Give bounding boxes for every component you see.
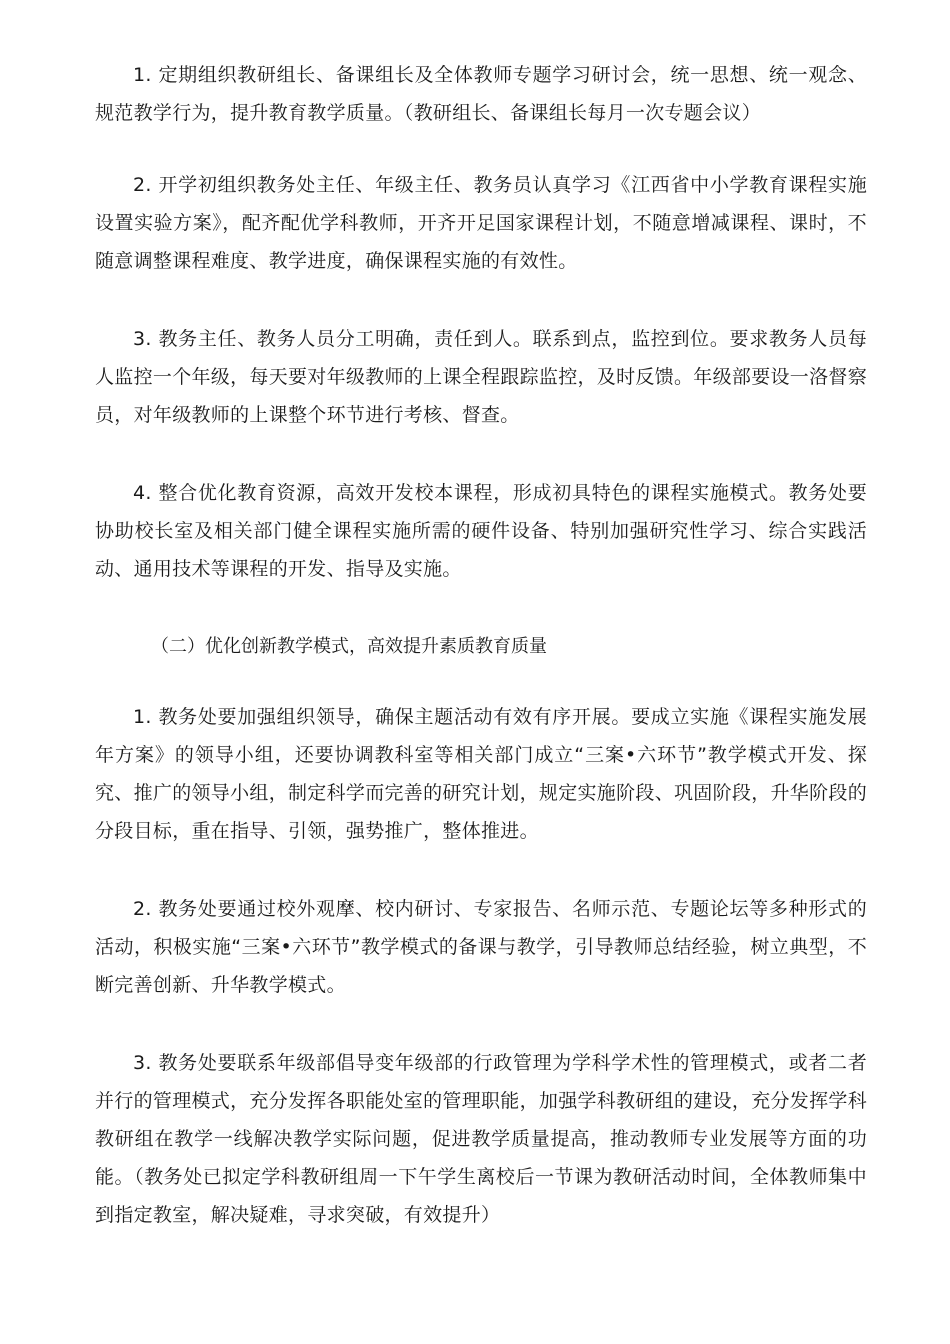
section-paragraph-2: 2. 教务处要通过校外观摩、校内研讨、专家报告、名师示范、专题论坛等多种形式的活动，积极实施“三案•六环节”教学模式的备课与教学，引导教师总结经验，树立典型，不断完善创新、升华教学模式。 (95, 898, 867, 996)
paragraph-3: 3. 教务主任、教务人员分工明确，责任到人。联系到点，监控到位。要求教务人员每人监控一个年级，每天要对年级教师的上课全程跟踪监控，及时反馈。年级部要设一洛督察员，对年级教师的上课整个环节进行考核、督查。 (95, 328, 868, 426)
section-paragraph-1: 1. 教务处要加强组织领导，确保主题活动有效有序开展。要成立实施《课程实施发展年方案》的领导小组，还要协调教科室等相关部门成立“三案•六环节”教学模式开发、探究、推广的领导小组，制定科学而完善的研究计划，规定实施阶段、巩固阶段，升华阶段的分段目标，重在指导、引领，强势推广，整体推进。 (95, 706, 868, 842)
section-heading: （二）优化创新教学模式，高效提升素质教育质量 (151, 636, 547, 657)
section-paragraph-3: 3. 教务处要联系年级部倡导变年级部的行政管理为学科学术性的管理模式，或者二者并行的管理模式，充分发挥各职能处室的管理职能，加强学科教研组的建设，充分发挥学科教研组在教学一线解决教学实际问题，促进教学质量提高，推动教师专业发展等方面的功能。（教务处已拟定学科教研组周一下午学生离校后一节课为教研活动时间，全体教师集中到指定教室，解决疑难，寻求突破，有效提升） (95, 1052, 868, 1226)
paragraph-1: 1. 定期组织教研组长、备课组长及全体教师专题学习研讨会，统一思想、统一观念、规范教学行为，提升教育教学质量。（教研组长、备课组长每月一次专题会议） (95, 64, 867, 124)
paragraph-4: 4. 整合优化教育资源，高效开发校本课程，形成初具特色的课程实施模式。教务处要协助校长室及相关部门健全课程实施所需的硬件设备、特别加强研究性学习、综合实践活动、通用技术等课程的开发、指导及实施。 (95, 482, 867, 580)
paragraph-2: 2. 开学初组织教务处主任、年级主任、教务员认真学习《江西省中小学教育课程实施设置实验方案》，配齐配优学科教师，开齐开足国家课程计划，不随意增减课程、课时，不随意调整课程难度、教学进度，确保课程实施的有效性。 (95, 174, 867, 272)
